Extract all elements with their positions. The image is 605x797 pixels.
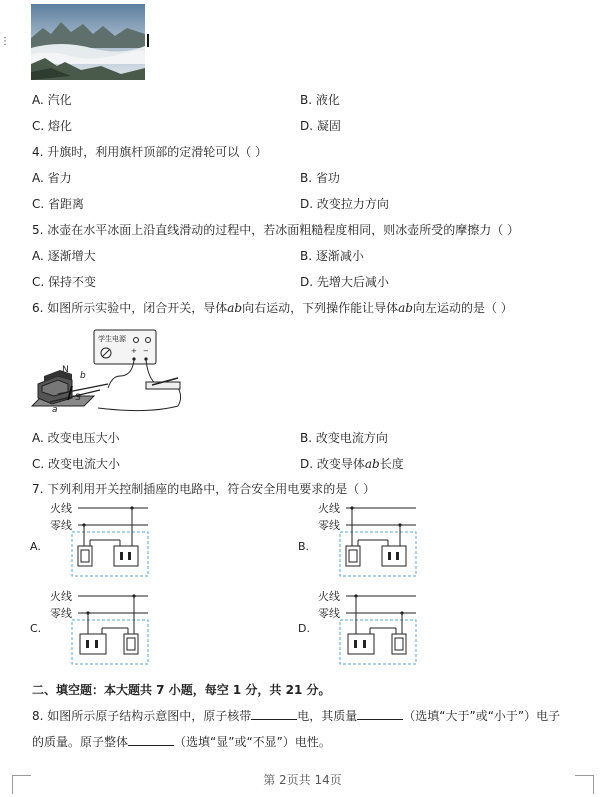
margin-dots-icon: ⋮	[0, 36, 10, 47]
pole-s-label: S	[75, 393, 81, 403]
wire-a-label: a	[52, 405, 58, 415]
q5-option-c: C. 保持不变	[32, 275, 97, 289]
q3-option-c: C. 熔化	[32, 119, 73, 133]
socket-icon	[80, 634, 106, 654]
q7-circuit-d	[296, 588, 426, 668]
switch-icon	[78, 546, 92, 566]
fire-wire-label: 火线	[318, 590, 340, 603]
q3-option-d: D. 凝固	[300, 119, 341, 133]
mountain-fog-photo	[31, 4, 145, 80]
q7-option-a-label: A.	[30, 540, 41, 553]
q6-var-ab-2: ab	[398, 301, 413, 315]
fire-wire-label: 火线	[50, 590, 72, 603]
plus-terminal-label: +	[131, 347, 137, 355]
q8-line-1	[32, 707, 560, 724]
q4-option-d: D. 改变拉力方向	[300, 197, 389, 211]
q3-option-b: B. 液化	[300, 93, 340, 107]
q8-blank-2[interactable]	[357, 707, 403, 720]
q5-option-d: D. 先增大后减小	[300, 275, 389, 289]
q7-circuit-a	[28, 500, 158, 580]
q5-option-a: A. 逐渐增大	[32, 249, 96, 263]
wire-b-label: b	[80, 371, 86, 381]
socket-icon	[382, 546, 406, 566]
q5-stem: 5. 冰壶在水平冰面上沿直线滑动的过程中，若冰面粗糙程度相同，则冰壶所受的摩擦力（ ）	[32, 223, 520, 237]
q6-var-ab: ab	[227, 301, 243, 315]
q6-option-b: B. 改变电流方向	[300, 431, 388, 445]
q4-option-b: B. 省功	[300, 171, 340, 185]
fire-wire-label: 火线	[50, 502, 72, 515]
neutral-wire-label: 零线	[318, 607, 340, 620]
q6-option-a: A. 改变电压大小	[32, 431, 120, 445]
q6-option-d-part-2: 长度	[379, 457, 404, 471]
q5-option-b: B. 逐渐减小	[300, 249, 364, 263]
neutral-wire-label: 零线	[50, 519, 72, 532]
q6-option-c: C. 改变电流大小	[32, 457, 121, 471]
q6-option-d	[300, 455, 404, 472]
minus-terminal-label: −	[143, 347, 149, 355]
switch-icon	[346, 546, 360, 566]
q8-text-1: 8. 如图所示原子结构示意图中，原子核带	[32, 709, 252, 723]
q6-option-d-part-1: D. 改变导体	[300, 457, 365, 471]
q7-circuit-b	[296, 500, 426, 580]
q8-line-2	[32, 733, 331, 750]
power-supply-label: 学生电源	[98, 335, 126, 343]
q7-option-b-label: B.	[298, 540, 310, 553]
q6-option-d-var: ab	[364, 457, 380, 471]
page-footer: 第 2页共 14页	[263, 773, 342, 787]
section-heading: 二、填空题：本大题共 7 小题，每空 1 分，共 21 分。	[32, 683, 331, 697]
neutral-wire-label: 零线	[50, 607, 72, 620]
fire-wire-label: 火线	[318, 502, 340, 515]
q7-circuit-c	[28, 588, 158, 668]
q4-stem: 4. 升旗时，利用旗杆顶部的定滑轮可以（ ）	[32, 145, 268, 159]
socket-icon	[348, 634, 374, 654]
q6-stem-part-3: 向左运动的是（ ）	[412, 301, 513, 315]
q6-stem-part-2: 向右运动，下列操作能让导体	[242, 301, 399, 315]
switch-icon	[124, 634, 138, 654]
q7-stem: 7. 下列利用开关控制插座的电路中，符合安全用电要求的是（ ）	[32, 482, 376, 496]
q7-option-c-label: C.	[30, 622, 42, 635]
q6-stem-part-1: 6. 如图所示实验中，闭合开关，导体	[32, 301, 228, 315]
q8-text-4: 的质量。原子整体	[32, 735, 129, 749]
knife-switch	[146, 382, 180, 389]
socket-icon	[114, 546, 138, 566]
q8-blank-3[interactable]	[128, 733, 174, 746]
q6-experiment-figure	[28, 326, 193, 416]
q8-text-2: 电，其质量	[297, 709, 358, 723]
q4-option-a: A. 省力	[32, 171, 72, 185]
q6-stem	[32, 299, 513, 316]
q8-text-3: （选填“大于”或“小于”）电子	[403, 709, 561, 723]
q8-blank-1[interactable]	[251, 707, 297, 720]
q7-option-d-label: D.	[298, 622, 310, 635]
pole-n-label: N	[62, 365, 69, 375]
text-cursor	[147, 34, 149, 47]
q4-option-c: C. 省距离	[32, 197, 85, 211]
switch-icon	[392, 634, 406, 654]
neutral-wire-label: 零线	[318, 519, 340, 532]
q8-text-5: （选填“显”或“不显”）电性。	[174, 735, 331, 749]
q3-option-a: A. 汽化	[32, 93, 72, 107]
